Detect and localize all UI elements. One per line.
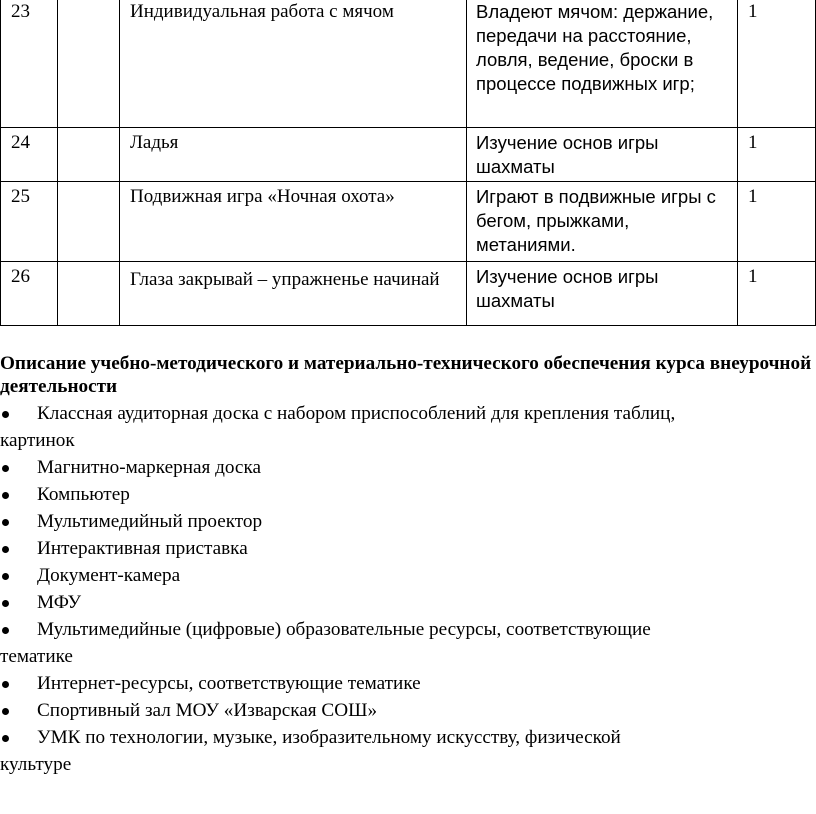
list-item-text: Интерактивная приставка: [37, 538, 248, 559]
bullet-icon: [2, 519, 9, 526]
list-item: [0, 724, 812, 778]
lesson-content: Изучение основ игры шахматы: [467, 262, 738, 326]
table-row: [1, 182, 816, 262]
empty-cell: [58, 262, 120, 326]
bullet-icon: [2, 627, 9, 634]
lesson-number: 23: [1, 0, 58, 128]
bullet-icon: [2, 681, 9, 688]
bullet-icon: [2, 573, 9, 580]
list-item: [0, 535, 812, 562]
list-item-text: Магнитно-маркерная доска: [37, 457, 262, 478]
table-row: [1, 0, 816, 128]
resources-section: [0, 352, 812, 778]
list-item-text: Мультимедийные (цифровые) образовательные ресурсы, соответствующие: [37, 619, 651, 640]
bullet-icon: [2, 735, 9, 742]
list-item: [0, 454, 812, 481]
lesson-plan-table: [0, 0, 816, 326]
lesson-content: Играют в подвижные игры с бегом, прыжками, метаниями.: [467, 182, 738, 262]
lesson-topic: Подвижная игра «Ночная охота»: [120, 182, 467, 262]
bullet-icon: [2, 411, 9, 418]
lesson-topic: Индивидуальная работа с мячом: [120, 0, 467, 128]
list-item-text: Документ-камера: [37, 565, 181, 586]
list-item-text: Мультимедийный проектор: [37, 511, 263, 532]
lesson-hours: 1: [738, 0, 816, 128]
list-item: [0, 508, 812, 535]
list-item: [0, 562, 812, 589]
empty-cell: [58, 0, 120, 128]
lesson-content: Владеют мячом: держание, передачи на расстояние, ловля, ведение, броски в процессе подвижных игр;: [467, 0, 738, 128]
lesson-hours: 1: [738, 262, 816, 326]
lesson-number: 26: [1, 262, 58, 326]
bullet-icon: [2, 600, 9, 607]
lesson-hours: 1: [738, 128, 816, 182]
lesson-hours: 1: [738, 182, 816, 262]
list-item: [0, 670, 812, 697]
list-item-text: Интернет-ресурсы, соответствующие тематике: [37, 673, 421, 694]
table-row: [1, 128, 816, 182]
lesson-number: 24: [1, 128, 58, 182]
lesson-topic: Ладья: [120, 128, 467, 182]
list-item-text-continued: тематике: [0, 646, 73, 667]
lesson-content: Изучение основ игры шахматы: [467, 128, 738, 182]
bullet-icon: [2, 546, 9, 553]
list-item-text: Компьютер: [37, 484, 130, 505]
list-item-text-continued: культуре: [0, 754, 72, 775]
list-item-text: Спортивный зал МОУ «Изварская СОШ»: [37, 700, 378, 721]
empty-cell: [58, 128, 120, 182]
empty-cell: [58, 182, 120, 262]
list-item: [0, 616, 812, 670]
list-item: [0, 697, 812, 724]
resources-list: [0, 400, 812, 778]
lesson-number: 25: [1, 182, 58, 262]
list-item: [0, 481, 812, 508]
lesson-topic: Глаза закрывай – упражненье начинай: [120, 262, 467, 326]
bullet-icon: [2, 465, 9, 472]
list-item-text-continued: картинок: [0, 430, 75, 451]
section-heading: Описание учебно-методического и материально-технического обеспечения курса внеурочной деятельности: [0, 353, 812, 397]
list-item: [0, 400, 812, 454]
list-item: [0, 589, 812, 616]
bullet-icon: [2, 708, 9, 715]
list-item-text: Классная аудиторная доска с набором приспособлений для крепления таблиц,: [37, 403, 676, 424]
table-row: [1, 262, 816, 326]
list-item-text: УМК по технологии, музыке, изобразительному искусству, физической: [37, 727, 621, 748]
list-item-text: МФУ: [37, 592, 82, 613]
bullet-icon: [2, 492, 9, 499]
